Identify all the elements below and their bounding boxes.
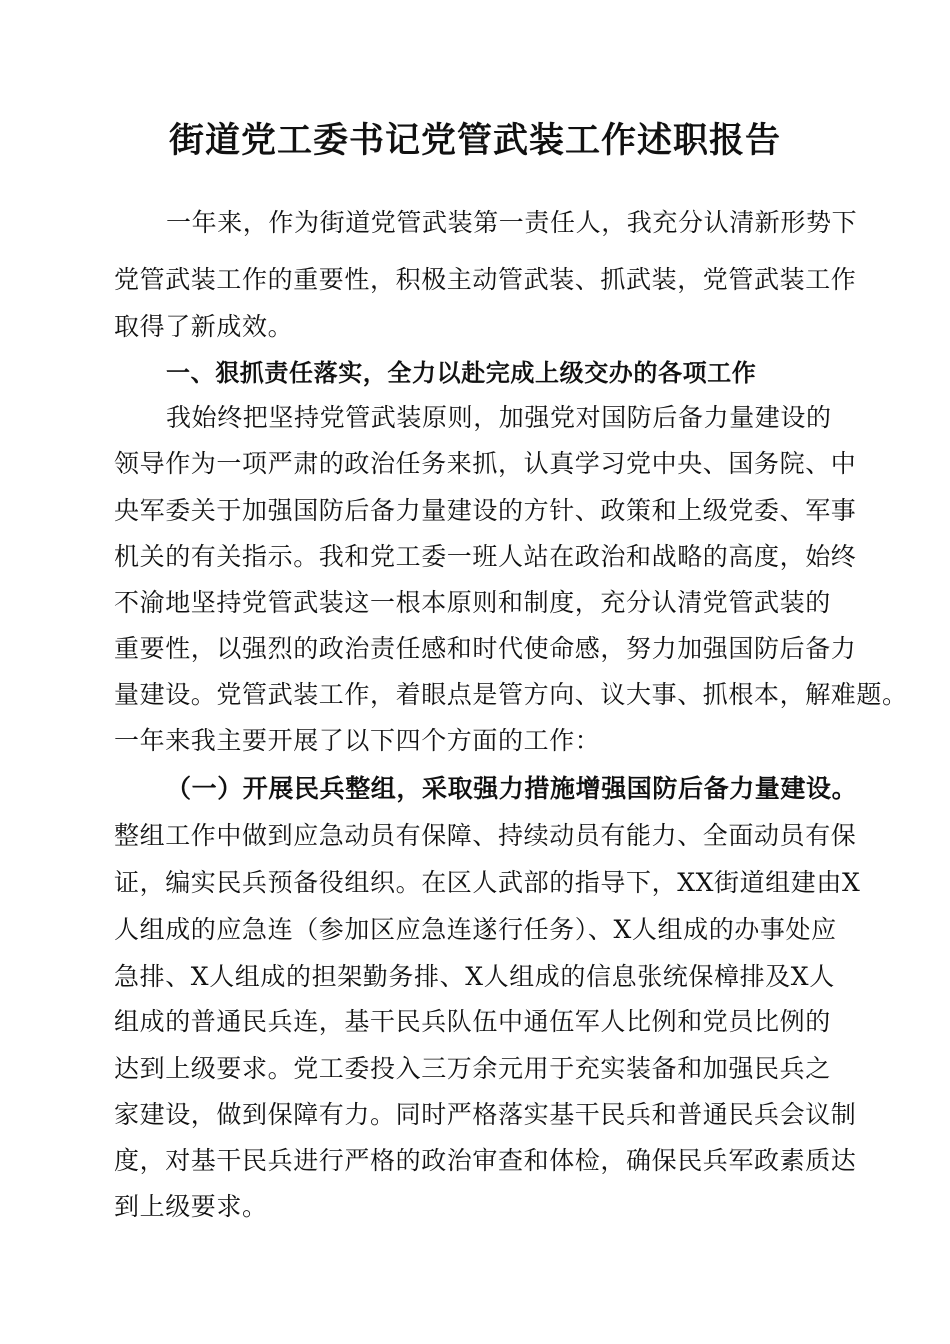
paragraph-line: 达到上级要求。党工委投入三万余元用于充实装备和加强民兵之 (114, 1054, 831, 1083)
paragraph-line: 组成的普通民兵连，基干民兵队伍中通伍军人比例和党员比例的 (114, 1007, 831, 1036)
paragraph-line: 到上级要求。 (114, 1192, 268, 1221)
paragraph-line: 人组成的应急连（参加区应急连遂行任务）、X人组成的办事处应 (114, 915, 837, 944)
paragraph-line: 机关的有关指示。我和党工委一班人站在政治和战略的高度，始终 (114, 542, 857, 571)
paragraph-line: 家建设，做到保障有力。同时严格落实基干民兵和普通民兵会议制 (114, 1100, 857, 1129)
paragraph-line: 领导作为一项严肃的政治任务来抓，认真学习党中央、国务院、中 (114, 449, 857, 478)
paragraph-line: 央军委关于加强国防后备力量建设的方针、政策和上级党委、军事 (114, 496, 857, 525)
paragraph-line: 度，对基干民兵进行严格的政治审查和体检，确保民兵军政素质达 (114, 1146, 857, 1175)
paragraph-line: 量建设。党管武装工作，着眼点是管方向、议大事、抓根本，解难题。 (114, 680, 908, 709)
subsection-heading: （一）开展民兵整组，采取强力措施增强国防后备力量建设。 (166, 774, 858, 803)
paragraph-line: 急排、X人组成的担架勤务排、X人组成的信息张统保樟排及X人 (114, 962, 835, 991)
section-heading: 一、狠抓责任落实，全力以赴完成上级交办的各项工作 (166, 359, 757, 387)
paragraph-line: 重要性，以强烈的政治责任感和时代使命感，努力加强国防后备力 (114, 634, 857, 663)
paragraph-line: 整组工作中做到应急动员有保障、持续动员有能力、全面动员有保 (114, 821, 857, 850)
paragraph-line: 我始终把坚持党管武装原则，加强党对国防后备力量建设的 (166, 403, 832, 432)
document-title: 街道党工委书记党管武装工作述职报告 (168, 120, 781, 161)
paragraph-line: 取得了新成效。 (114, 312, 294, 341)
paragraph-line: 党管武装工作的重要性，积极主动管武装、抓武装，党管武装工作 (114, 265, 857, 294)
paragraph-line: 一年来我主要开展了以下四个方面的工作： (114, 726, 601, 755)
paragraph-line: 一年来，作为街道党管武装第一责任人，我充分认清新形势下 (166, 208, 858, 237)
paragraph-line: 证，编实民兵预备役组织。在区人武部的指导下，XX街道组建由X (114, 868, 861, 897)
paragraph-line: 不渝地坚持党管武装这一根本原则和制度，充分认清党管武装的 (114, 588, 831, 617)
